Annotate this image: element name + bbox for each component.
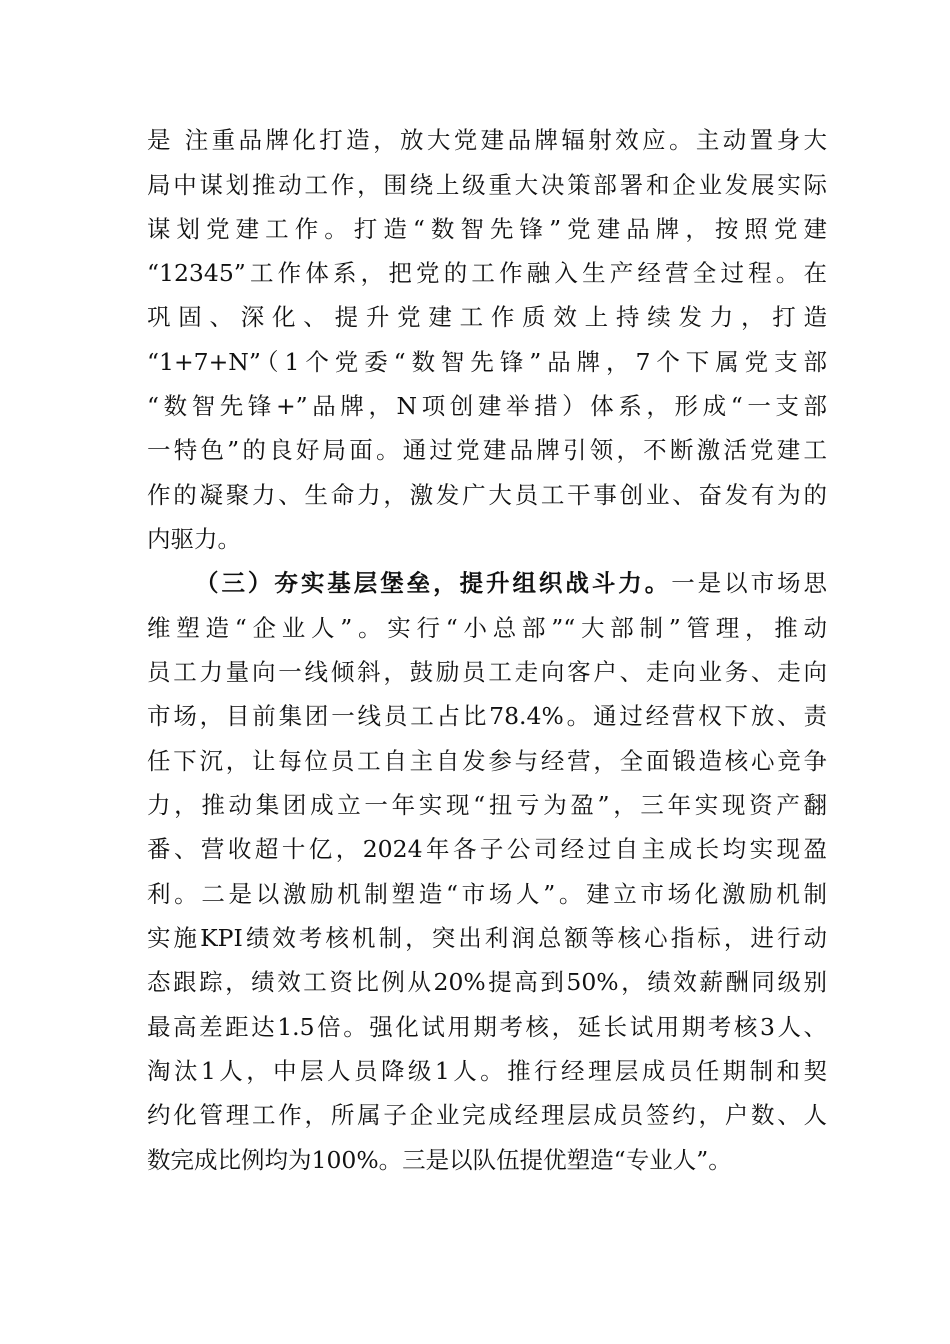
paragraph-first-line (195, 564, 827, 602)
text-line: “12345”工作体系，把党的工作融入生产经营全过程。在 (147, 259, 827, 287)
text-line: 是 注重品牌化打造，放大党建品牌辐射效应。主动置身大 (147, 126, 827, 154)
text-line: 最高差距达1.5倍。强化试用期考核，延长试用期考核3人、 (147, 1013, 827, 1041)
text-line: 任下沉，让每位员工自主自发参与经营，全面锻造核心竞争 (147, 747, 827, 775)
text-line: 内驱力。 (147, 525, 241, 553)
text-line: 实施KPI绩效考核机制，突出利润总额等核心指标，进行动 (147, 924, 827, 952)
text-line: 作的凝聚力、生命力，激发广大员工干事创业、奋发有为的 (147, 481, 827, 509)
text-line: 数完成比例均为100%。三是以队伍提优塑造“专业人”。 (147, 1146, 732, 1174)
text-line: “1+7+N”（1个党委“数智先锋”品牌，7个下属党支部 (147, 348, 827, 376)
text-span: 一是以市场思 (671, 569, 828, 597)
text-line: 态跟踪，绩效工资比例从20%提高到50%，绩效薪酬同级别 (147, 968, 827, 996)
text-line: 市场，目前集团一线员工占比78.4%。通过经营权下放、责 (147, 702, 827, 730)
text-line: “数智先锋+”品牌，N项创建举措）体系，形成“一支部 (147, 392, 827, 420)
text-line: 员工力量向一线倾斜，鼓励员工走向客户、走向业务、走向 (147, 658, 827, 686)
text-line: 维塑造“企业人”。实行“小总部”“大部制”管理，推动 (147, 614, 827, 642)
text-line: 约化管理工作，所属子企业完成经理层成员签约，户数、人 (147, 1101, 827, 1129)
text-line: 淘汰1人，中层人员降级1人。推行经理层成员任期制和契 (147, 1057, 827, 1085)
text-line: 局中谋划推动工作，围绕上级重大决策部署和企业发展实际 (147, 171, 827, 199)
text-line: 巩固、深化、提升党建工作质效上持续发力，打造 (147, 303, 827, 331)
section-heading: （三）夯实基层堡垒，提升组织战斗力。 (195, 569, 672, 597)
text-line: 番、营收超十亿，2024年各子公司经过自主成长均实现盈 (147, 835, 827, 863)
text-line: 力，推动集团成立一年实现“扭亏为盈”，三年实现资产翻 (147, 791, 827, 819)
text-line: 谋划党建工作。打造“数智先锋”党建品牌，按照党建 (147, 215, 827, 243)
text-line: 利。二是以激励机制塑造“市场人”。建立市场化激励机制 (147, 880, 827, 908)
text-line: 一特色”的良好局面。通过党建品牌引领，不断激活党建工 (147, 436, 827, 464)
